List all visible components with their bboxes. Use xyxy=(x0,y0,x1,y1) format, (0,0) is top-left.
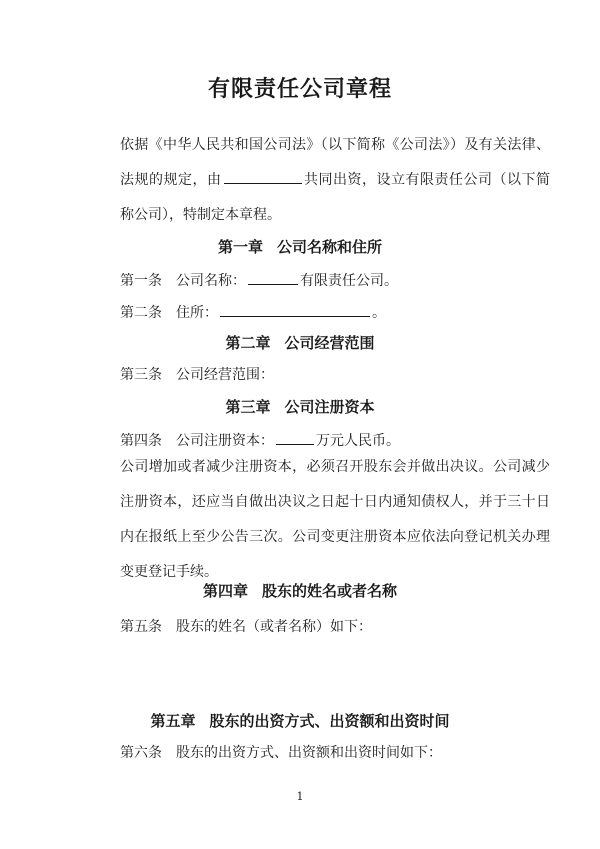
preamble-text-part1: 依据《中华人民共和国公司法》（以下简称《公司法》）及有关法律、法规的规定，由 xyxy=(120,137,550,188)
document-title: 有限责任公司章程 xyxy=(207,76,392,102)
capital-change-paragraph: 公司增加或者减少注册资本，必须召开股东会并做出决议。公司减少注册资本，还应当自做出决议之日起十日内通知债权人，并于三十日内在报纸上至少公告三次。公司变更注册资本应依法向登记机关办理变更登记手续。 xyxy=(120,459,550,580)
founders-blank xyxy=(224,169,302,184)
company-name-blank xyxy=(248,270,298,285)
article-3-label: 公司经营范围： xyxy=(176,367,274,383)
article-4-number: 第四条 xyxy=(120,433,162,449)
chapter-2-name: 公司经营范围 xyxy=(284,334,375,352)
article-5-label: 股东的姓名（或者名称）如下： xyxy=(176,619,372,635)
article-1-number: 第一条 xyxy=(120,273,162,289)
registered-capital-blank xyxy=(276,430,314,445)
chapter-2-number: 第二章 xyxy=(225,334,271,352)
article-2-suffix: 。 xyxy=(372,305,386,321)
chapter-5-number: 第五章 xyxy=(150,712,196,730)
article-3 xyxy=(88,364,274,384)
article-6 xyxy=(88,742,442,762)
article-1-suffix: 有限责任公司。 xyxy=(300,273,398,289)
article-4-suffix: 万元人民币。 xyxy=(316,433,400,449)
article-4-label: 公司注册资本： xyxy=(176,433,274,449)
article-5-number: 第五条 xyxy=(120,619,162,635)
chapter-1-name: 公司名称和住所 xyxy=(277,238,383,256)
chapter-4-heading xyxy=(0,580,600,601)
article-5 xyxy=(88,616,372,636)
preamble-paragraph xyxy=(88,128,550,233)
preamble-text-part2: 共同出资，设立有限责任公司（以下简称公司），特制定本章程。 xyxy=(120,172,550,223)
chapter-3-name: 公司注册资本 xyxy=(284,398,375,416)
chapter-3-heading xyxy=(0,396,600,417)
chapter-3-number: 第三章 xyxy=(225,398,271,416)
page-number: 1 xyxy=(296,790,304,803)
chapter-5-heading xyxy=(0,710,600,731)
article-4 xyxy=(88,430,400,450)
article-6-number: 第六条 xyxy=(120,745,162,761)
address-blank xyxy=(220,302,370,317)
article-3-number: 第三条 xyxy=(120,367,162,383)
article-1 xyxy=(88,270,398,290)
article-6-label: 股东的出资方式、出资额和出资时间如下： xyxy=(176,745,442,761)
chapter-4-number: 第四章 xyxy=(202,582,248,600)
chapter-4-name: 股东的姓名或者名称 xyxy=(262,582,398,600)
article-2-label: 住所： xyxy=(176,305,218,321)
chapter-1-number: 第一章 xyxy=(217,238,263,256)
article-2-number: 第二条 xyxy=(120,305,162,321)
chapter-1-heading xyxy=(0,236,600,257)
article-2 xyxy=(88,302,386,322)
article-1-label: 公司名称： xyxy=(176,273,246,289)
chapter-5-name: 股东的出资方式、出资额和出资时间 xyxy=(209,712,450,730)
chapter-2-heading xyxy=(0,332,600,353)
